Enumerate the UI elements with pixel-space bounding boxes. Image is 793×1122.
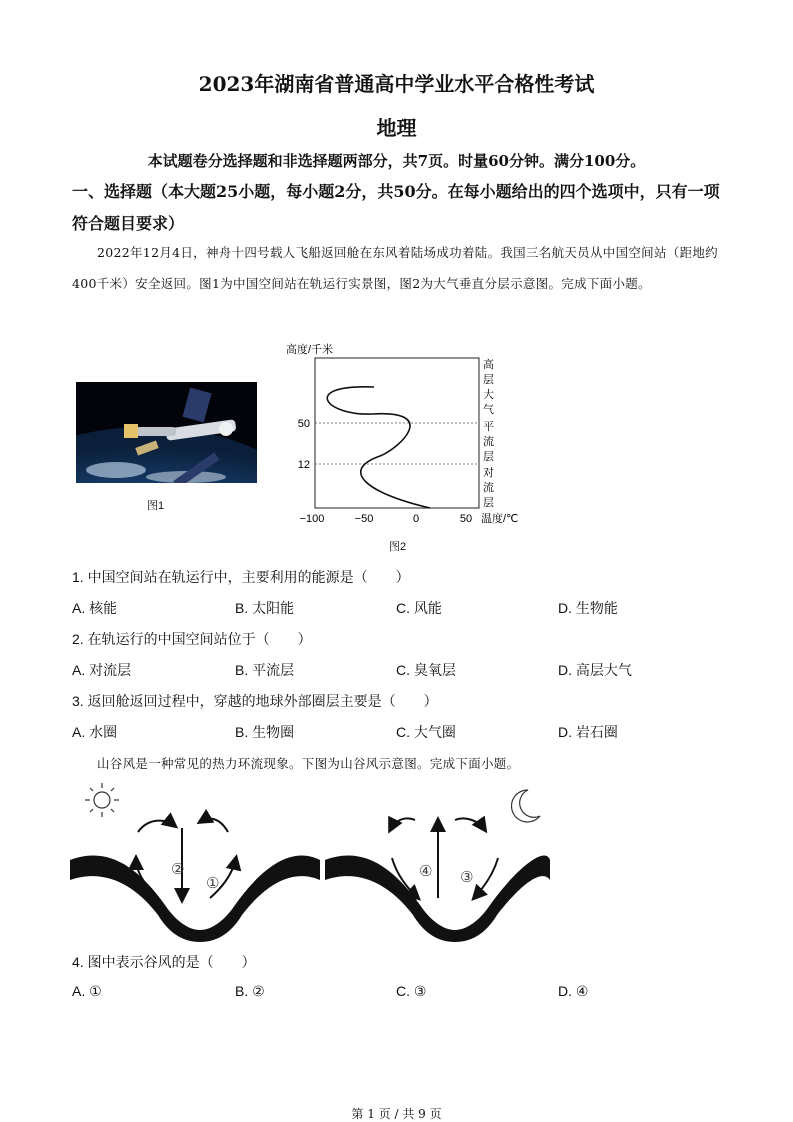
sun-icon — [85, 783, 119, 817]
subject-title: 地理 — [376, 116, 417, 140]
label-1: ① — [206, 875, 220, 892]
q3-option-b[interactable]: B. 生物圈 — [235, 724, 295, 740]
q4-option-d[interactable]: D. ④ — [558, 983, 589, 999]
layer-label-tropo: 对流层 — [483, 467, 494, 509]
moon-icon — [512, 790, 540, 822]
x-tick-minus50: −50 — [354, 513, 374, 525]
q1-option-a[interactable]: A. 核能 — [72, 600, 118, 616]
q4-option-c[interactable]: C. ③ — [396, 983, 427, 999]
night-arrow-top-left — [390, 818, 415, 830]
layer-label-strato: 平流层 — [483, 421, 494, 463]
q1-option-b[interactable]: B. 太阳能 — [235, 600, 295, 616]
material-2: 山谷风是一种常见的热力环流现象。下图为山谷风示意图。完成下面小题。 — [97, 756, 520, 771]
question-2-stem: 2. 在轨运行的中国空间站位于（ ） — [72, 631, 312, 647]
space-station-photo — [76, 382, 257, 483]
y-tick-50: 50 — [297, 418, 310, 430]
day-arrow-top-right — [200, 819, 228, 832]
q3-option-d[interactable]: D. 岩石圈 — [558, 724, 618, 740]
q1-option-d[interactable]: D. 生物能 — [558, 600, 618, 616]
q2-option-b[interactable]: B. 平流层 — [235, 662, 295, 678]
q2-option-d[interactable]: D. 高层大气 — [558, 662, 632, 678]
chart-frame — [315, 358, 479, 508]
night-arrow-top-right — [455, 818, 485, 830]
q4-option-a[interactable]: A. ① — [72, 983, 102, 999]
exam-intro: 本试题卷分选择题和非选择题两部分，共7页。时量60分钟。满分100分。 — [147, 152, 646, 170]
valley-wind-diagram — [70, 780, 560, 950]
question-4-stem: 4. 图中表示谷风的是（ ） — [72, 954, 256, 970]
label-3: ③ — [460, 869, 474, 886]
q3-option-c[interactable]: C. 大气圈 — [396, 724, 456, 740]
x-tick-0: 0 — [412, 513, 420, 525]
space-station-image — [76, 382, 257, 483]
atmosphere-chart — [280, 338, 540, 538]
label-4: ④ — [419, 863, 433, 880]
y-tick-12: 12 — [297, 459, 310, 471]
page-footer: 第 1 页 / 共 9 页 — [351, 1107, 442, 1121]
q2-option-a[interactable]: A. 对流层 — [72, 662, 132, 678]
figure2-caption: 图2 — [389, 541, 407, 553]
x-axis-label: 温度/℃ — [481, 513, 519, 525]
exam-title: 2023年湖南省普通高中学业水平合格性考试 — [198, 72, 595, 96]
layer-labels — [483, 357, 494, 509]
label-2: ② — [171, 861, 185, 878]
y-axis-label: 高度/千米 — [286, 344, 334, 356]
section-heading: 一、选择题（本大题25小题，每小题2分，共50分。在每小题给出的四个选项中，只有一项符合题目要求） — [72, 182, 720, 233]
night-arrow-right-slope — [474, 858, 498, 898]
layer-label-upper: 高层大气 — [483, 359, 494, 416]
x-tick-minus100: −100 — [299, 513, 325, 525]
question-1-stem: 1. 中国空间站在轨运行中，主要利用的能源是（ ） — [72, 569, 410, 585]
day-arrow-top-left — [138, 821, 175, 832]
figure1-caption: 图1 — [147, 500, 165, 512]
q2-option-c[interactable]: C. 臭氧层 — [396, 662, 456, 678]
day-valley-terrain — [70, 856, 320, 942]
question-3-stem: 3. 返回舱返回过程中，穿越的地球外部圈层主要是（ ） — [72, 693, 438, 709]
q4-option-b[interactable]: B. ② — [235, 983, 265, 999]
q1-option-c[interactable]: C. 风能 — [396, 600, 442, 616]
material-1: 2022年12月4日，神舟十四号载人飞船返回舱在东风着陆场成功着陆。我国三名航天员从中国空间站（距地约400千米）安全返回。图1为中国空间站在轨运行实景图，图2为大气垂直分层示意图。完成下面小题。 — [72, 245, 718, 291]
temperature-curve — [327, 387, 430, 508]
q3-option-a[interactable]: A. 水圈 — [72, 724, 118, 740]
x-tick-50: 50 — [459, 513, 473, 525]
